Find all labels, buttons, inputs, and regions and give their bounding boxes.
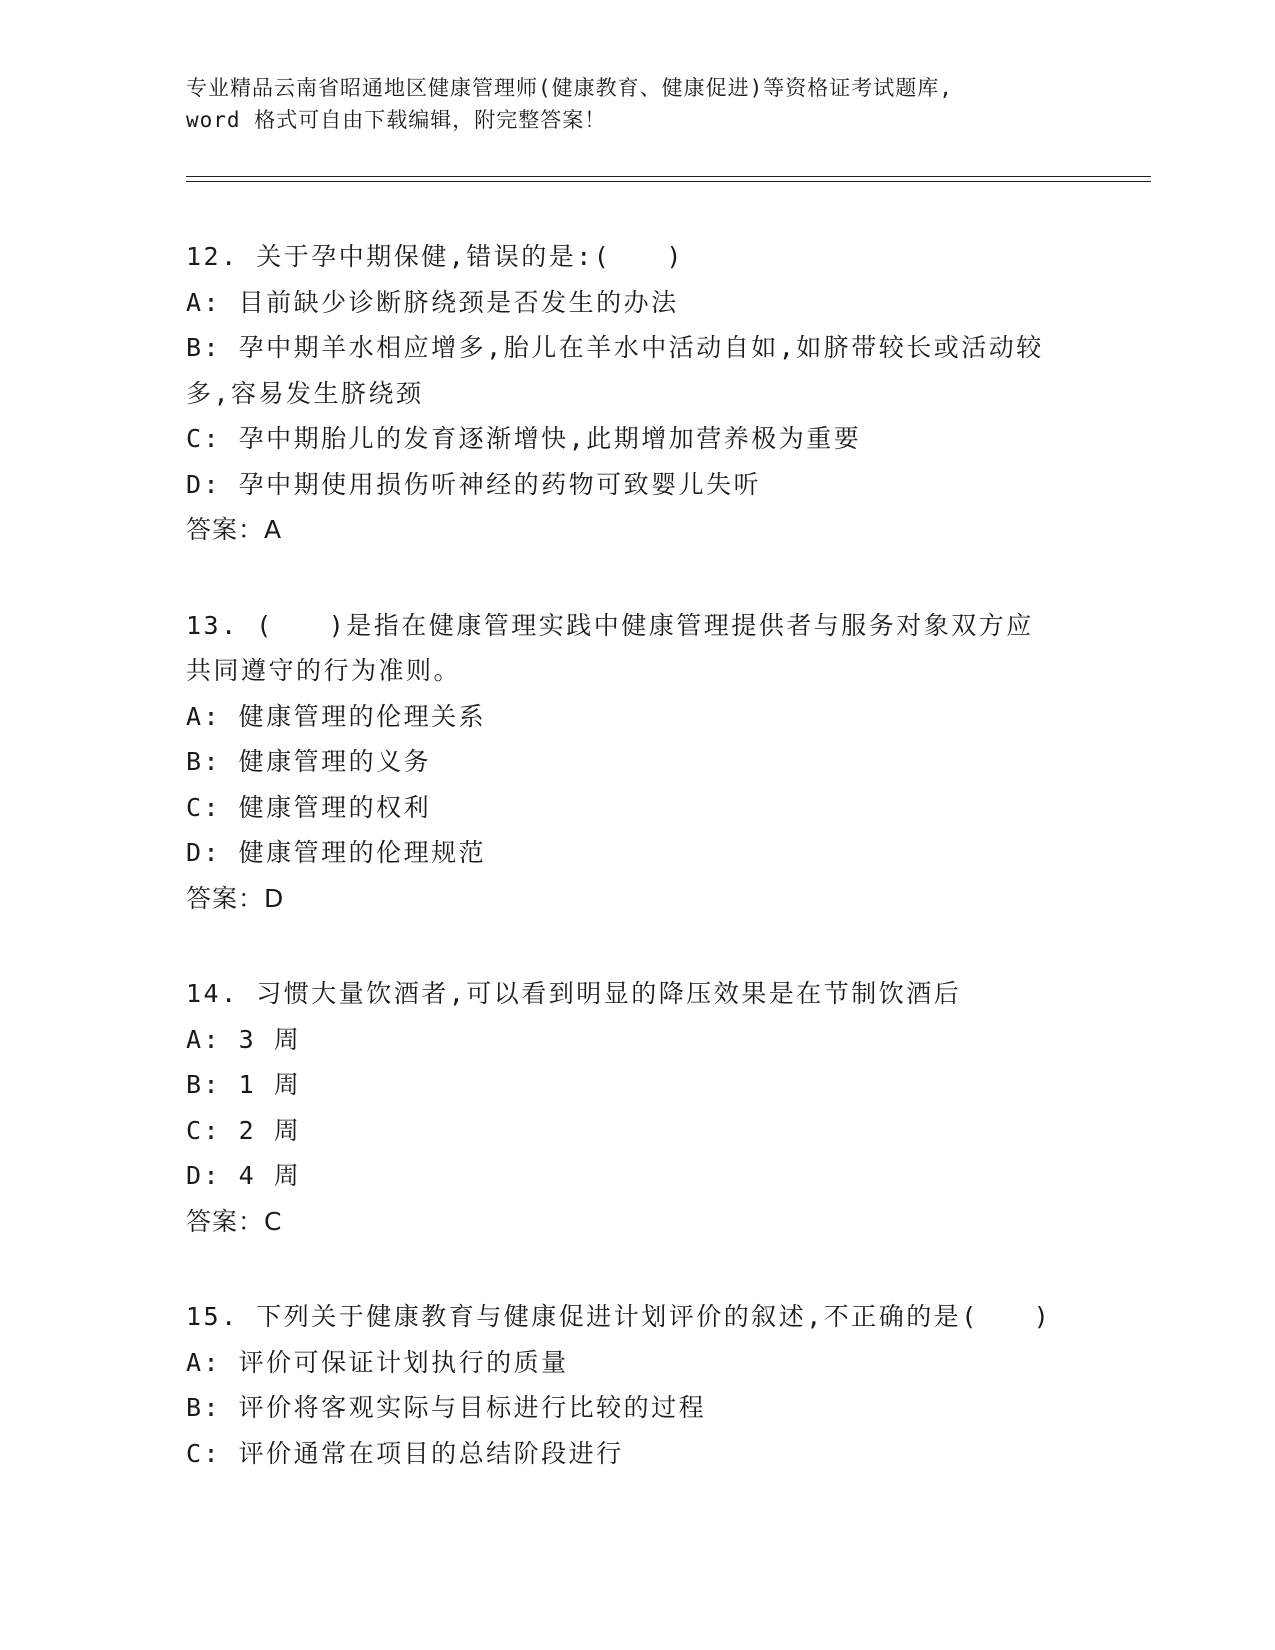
answer-option: C: 评价通常在项目的总结阶段进行 [186, 1438, 624, 1468]
answer-key: 答案：D [186, 883, 285, 913]
answer-option: 多,容易发生脐绕颈 [186, 378, 424, 408]
question-stem: 14. 习惯大量饮酒者,可以看到明显的降压效果是在节制饮酒后 [186, 979, 962, 1008]
question-stem: 15. 下列关于健康教育与健康促进计划评价的叙述,不正确的是( ) [186, 1302, 1052, 1331]
answer-option: B: 评价将客观实际与目标进行比较的过程 [186, 1393, 707, 1422]
header-line-1: 专业精品云南省昭通地区健康管理师(健康教育、健康促进)等资格证考试题库, [186, 76, 953, 100]
answer-option: B: 健康管理的义务 [186, 747, 432, 776]
question-block [186, 1294, 1086, 1476]
question-block [186, 234, 1086, 553]
document-header [186, 72, 1106, 136]
question-stem: 共同遵守的行为准则。 [186, 656, 462, 685]
answer-option: A: 目前缺少诊断脐绕颈是否发生的办法 [186, 287, 679, 317]
answer-option: A: 3 周 [186, 1024, 302, 1054]
question-list [186, 234, 1086, 1526]
answer-option: A: 评价可保证计划执行的质量 [186, 1347, 569, 1377]
answer-option: D: 健康管理的伦理规范 [186, 838, 487, 867]
header-divider-top [186, 176, 1151, 177]
answer-option: D: 孕中期使用损伤听神经的药物可致婴儿失听 [186, 469, 762, 499]
header-line-2: word 格式可自由下载编辑，附完整答案！ [186, 108, 607, 132]
answer-key: 答案：C [186, 1206, 283, 1236]
question-block [186, 971, 1086, 1244]
answer-option: C: 孕中期胎儿的发育逐渐增快,此期增加营养极为重要 [186, 424, 862, 453]
answer-option: D: 4 周 [186, 1161, 302, 1190]
answer-option: C: 健康管理的权利 [186, 792, 432, 822]
answer-option: A: 健康管理的伦理关系 [186, 701, 487, 731]
answer-option: B: 1 周 [186, 1070, 302, 1099]
answer-option: C: 2 周 [186, 1115, 302, 1145]
answer-key: 答案：A [186, 515, 283, 544]
header-divider-bottom [186, 181, 1151, 182]
question-stem: 12. 关于孕中期保健,错误的是:( ) [186, 242, 684, 271]
answer-option: B: 孕中期羊水相应增多,胎儿在羊水中活动自如,如脐带较长或活动较 [186, 333, 1044, 362]
question-block [186, 603, 1086, 922]
question-stem: 13. ( )是指在健康管理实践中健康管理提供者与服务对象双方应 [186, 610, 1034, 640]
